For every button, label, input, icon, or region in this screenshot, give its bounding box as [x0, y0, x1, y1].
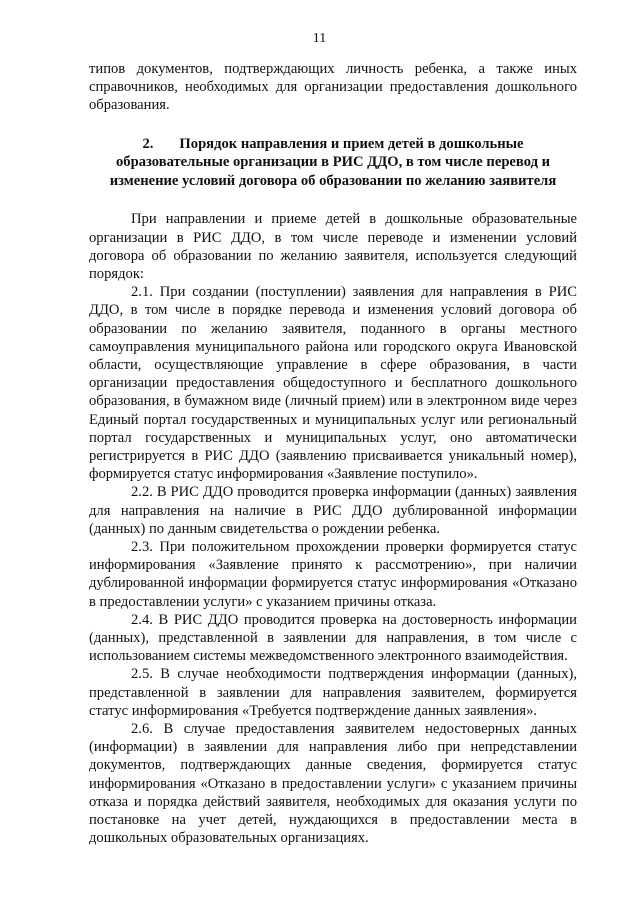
- paragraph-2-4: 2.4. В РИС ДДО проводится проверка на достоверность информации (данных), представленной в заявлении для направления, в том числе с использованием системы межведомственного электронного взаимодействия.: [89, 611, 577, 665]
- paragraph-intro: При направлении и приеме детей в дошкольные образовательные организации в РИС ДДО, в том числе переводе и изменении условий договора об образовании по желанию заявителя, используется следующий порядок:: [89, 211, 577, 282]
- paragraph-2-1: 2.1. При создании (поступлении) заявления для направления в РИС ДДО, в том числе в порядке перевода и изменения условий договора об образовании по желанию заявителя, поданного в органы местного самоуправления муниципального района или городского округа Ивановской области, осуществляющие управление в сфере образования, в части организации предоставления общедоступного и бесплатного дошкольного образования, в бумажном виде (личный прием) или в электронном виде через Единый портал государственных и муниципальных услуг или региональный портал государственных и муниципальных услуг, оно автоматически регистрируется в РИС ДДО (заявлению присваивается уникальный номер), формируется статус информирования «Заявление поступило».: [89, 284, 577, 483]
- document-body: [89, 60, 577, 848]
- paragraph-2-3: 2.3. При положительном прохождении проверки формируется статус информирования «Заявление принято к рассмотрению», при наличии дублированной информации формируется статус информирования «Отказано в предоставлении услуги» с указанием причины отказа.: [89, 539, 577, 610]
- paragraph-2-5: 2.5. В случае необходимости подтверждения информации (данных), представленной в заявлении для направления заявителем, формируется статус информирования «Требуется подтверждение данных заявления».: [89, 666, 577, 719]
- paragraph-2-6: 2.6. В случае предоставления заявителем недостоверных данных (информации) в заявлении для направления либо при непредставлении документов, подтверждающих данные сведения, формируется статус информирования «Отказано в предоставлении услуги» с указанием причины отказа и порядка действий заявителя, необходимых для оказания услуги по постановке на учет детей, нуждающихся в предоставлении места в дошкольных образовательных организациях.: [89, 721, 577, 847]
- intro-continuation: типов документов, подтверждающих личность ребенка, а также иных справочников, необходимых для организации предоставления дошкольного образования.: [89, 61, 577, 114]
- section-title: Порядок направления и прием детей в дошкольные образовательные организации в РИС ДДО, в том числе перевод и изменение условий договора об образовании по желанию заявителя: [109, 135, 557, 189]
- section-heading: [89, 135, 577, 191]
- page-number: 11: [312, 31, 327, 46]
- paragraph-2-2: 2.2. В РИС ДДО проводится проверка информации (данных) заявления для направления на наличие в РИС ДДО дублированной информации (данных) по данным свидетельства о рождении ребенка.: [89, 484, 577, 537]
- section-number: 2.: [142, 135, 154, 152]
